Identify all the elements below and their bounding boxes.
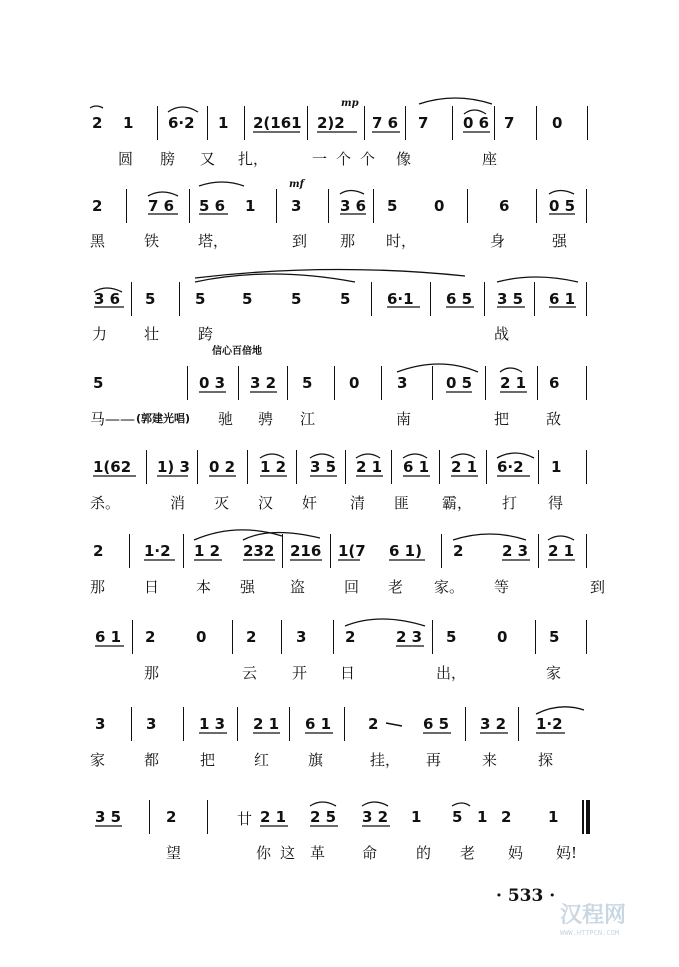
lyric: 霸， — [442, 494, 473, 512]
barline — [432, 366, 433, 400]
lyric: 清 — [350, 494, 366, 512]
barline — [247, 450, 248, 484]
lyric: 出， — [436, 664, 467, 682]
note: 3 5 — [95, 808, 122, 826]
note: 1(7 — [338, 542, 366, 560]
notation-row — [0, 448, 679, 488]
note: 0 6 — [463, 114, 490, 132]
note: 2 1 — [451, 458, 478, 476]
note: 3 5 — [310, 458, 337, 476]
note: 3 6 — [340, 197, 367, 215]
note: 1·2 — [144, 542, 171, 560]
note: 1 2 — [194, 542, 221, 560]
barline — [333, 620, 334, 654]
barline — [586, 450, 587, 484]
barline — [518, 707, 519, 741]
note: 2 1 — [500, 374, 527, 392]
note: 1 3 — [199, 715, 226, 733]
lyric: 老 — [460, 844, 476, 862]
lyric: 一 — [312, 150, 328, 168]
note: 2 — [345, 628, 356, 646]
lyrics-row — [90, 492, 679, 516]
note: 5 — [302, 374, 313, 392]
lyric: 扎， — [238, 150, 269, 168]
note: 232 — [243, 542, 275, 560]
note: 2 — [92, 197, 103, 215]
lyric: 壮 — [144, 325, 160, 343]
note: 1 — [411, 808, 422, 826]
barline — [183, 707, 184, 741]
lyric: 革 — [310, 844, 326, 862]
note: 6·2 — [497, 458, 524, 476]
barline — [586, 534, 587, 568]
lyric: 力 — [92, 325, 108, 343]
note: 6 5 — [446, 290, 473, 308]
lyric: 像 — [396, 150, 412, 168]
barline — [334, 366, 335, 400]
barline — [328, 189, 329, 223]
final-barline-thick — [586, 800, 590, 834]
note: 6 1 — [95, 628, 122, 646]
note: 5 — [549, 628, 560, 646]
barline — [149, 800, 150, 834]
lyrics-row — [90, 576, 679, 600]
note: 3 — [146, 715, 157, 733]
lyrics-row — [90, 408, 679, 432]
lyric: 马—— — [90, 410, 136, 428]
note: 3 — [291, 197, 302, 215]
note: 0 5 — [446, 374, 473, 392]
lyric: 座 — [482, 150, 498, 168]
lyric: 妈 — [508, 844, 524, 862]
lyric: 黑 — [90, 232, 106, 250]
dynamic-marking: mf — [289, 179, 304, 190]
lyric: 那 — [144, 664, 160, 682]
note: 6 — [549, 374, 560, 392]
note: 2 — [93, 542, 104, 560]
lyric: 匪 — [394, 494, 410, 512]
barline — [237, 707, 238, 741]
lyric: 命 — [362, 844, 378, 862]
note: 6·2 — [168, 114, 195, 132]
note: 2 — [246, 628, 257, 646]
barline — [534, 282, 535, 316]
barline — [189, 189, 190, 223]
note: 1 — [551, 458, 562, 476]
lyric: 个 — [336, 150, 352, 168]
barline — [484, 282, 485, 316]
lyric: 敌 — [546, 410, 562, 428]
note: 3 — [397, 374, 408, 392]
note: 3 2 — [250, 374, 277, 392]
lyric: 那 — [340, 232, 356, 250]
note: 216 — [290, 542, 322, 560]
note: 0 — [497, 628, 508, 646]
barline — [486, 450, 487, 484]
note: 5 — [291, 290, 302, 308]
note: 2 — [166, 808, 177, 826]
lyric: 打 — [502, 494, 518, 512]
note: 5 — [242, 290, 253, 308]
note: 0 3 — [199, 374, 226, 392]
tempo-annotation: 信心百倍地 — [212, 346, 262, 357]
lyric: 圆 — [118, 150, 134, 168]
barline — [146, 450, 147, 484]
lyric: 本 — [196, 578, 212, 596]
note: 2 — [368, 715, 379, 733]
page-number: · 533 · — [496, 886, 556, 906]
note: 1·2 — [536, 715, 563, 733]
barline — [207, 800, 208, 834]
note: 5 — [452, 808, 463, 826]
barline — [485, 366, 486, 400]
barline — [345, 450, 346, 484]
note: 6 1) — [389, 542, 422, 560]
barline — [538, 450, 539, 484]
lyrics-row — [90, 230, 679, 254]
note: 2 1 — [253, 715, 280, 733]
lyrics-row — [90, 842, 679, 866]
note: 0 — [434, 197, 445, 215]
lyric: 日 — [340, 664, 356, 682]
barline — [536, 189, 537, 223]
barline — [129, 534, 130, 568]
lyric: 强 — [240, 578, 256, 596]
notation-row — [0, 532, 679, 572]
barline — [430, 282, 431, 316]
notation-row — [0, 364, 679, 404]
lyric: 得 — [548, 494, 564, 512]
lyric: 挂， — [370, 751, 401, 769]
note: 5 — [340, 290, 351, 308]
note: 1 — [548, 808, 559, 826]
note: 3 — [296, 628, 307, 646]
lyric: 家 — [90, 751, 106, 769]
barline — [289, 707, 290, 741]
barline — [465, 707, 466, 741]
barline — [344, 707, 345, 741]
barline — [452, 106, 453, 140]
notation-row — [0, 798, 679, 838]
barline — [207, 106, 208, 140]
dynamic-marking: mp — [341, 98, 359, 109]
lyric: 老 — [388, 578, 404, 596]
lyric: 奸 — [302, 494, 318, 512]
lyric: 又 — [200, 150, 216, 168]
lyric: 把 — [200, 751, 216, 769]
barline — [183, 534, 184, 568]
note: 3 2 — [362, 808, 389, 826]
note: 2 3 — [502, 542, 529, 560]
lyric: 把 — [494, 410, 510, 428]
barline — [187, 366, 188, 400]
singer-note: (郭建光唱) — [136, 412, 191, 425]
note: 2 5 — [310, 808, 337, 826]
lyric: 个 — [360, 150, 376, 168]
note: 1 — [123, 114, 134, 132]
note: 5 — [93, 374, 104, 392]
notation-row — [0, 280, 679, 320]
lyric: 战 — [494, 325, 510, 343]
lyric: 盗 — [290, 578, 306, 596]
lyric: 消 — [170, 494, 186, 512]
lyric: 膀 — [160, 150, 176, 168]
barline — [381, 366, 382, 400]
notation-row — [0, 618, 679, 658]
note: 3 2 — [480, 715, 507, 733]
note: 2 — [501, 808, 512, 826]
note: 2 — [92, 114, 103, 132]
note: 3 6 — [94, 290, 121, 308]
lyrics-row — [90, 323, 679, 347]
lyric: 到 — [590, 578, 606, 596]
note: 2(161 — [253, 114, 302, 132]
barline — [287, 366, 288, 400]
barline — [281, 620, 282, 654]
lyric: 那 — [90, 578, 106, 596]
note: 6 1 — [305, 715, 332, 733]
lyric: 铁 — [144, 232, 160, 250]
note: 6 1 — [549, 290, 576, 308]
note: 2 — [453, 542, 464, 560]
watermark-url: WWW.HTTPCN.COM — [560, 929, 620, 937]
note: 3 5 — [497, 290, 524, 308]
barline — [432, 620, 433, 654]
note: 2 1 — [548, 542, 575, 560]
lyric: 南 — [396, 410, 412, 428]
lyric: 身 — [490, 232, 506, 250]
lyric: 跨 — [198, 325, 214, 343]
barline — [197, 450, 198, 484]
barline — [282, 534, 283, 568]
note: 1 — [245, 197, 256, 215]
lyric: 骋 — [258, 410, 274, 428]
lyric: 杀。 — [90, 494, 121, 512]
barline — [364, 106, 365, 140]
note: 0 5 — [549, 197, 576, 215]
note: 6 — [499, 197, 510, 215]
lyric: 灭 — [214, 494, 230, 512]
lyric: 塔， — [198, 232, 229, 250]
barline — [538, 534, 539, 568]
notation-row — [0, 98, 679, 144]
lyric: 旗 — [308, 751, 324, 769]
barline — [586, 366, 587, 400]
lyric: 时， — [386, 232, 417, 250]
lyric: 这 — [280, 844, 296, 862]
barline — [373, 189, 374, 223]
note: 2 1 — [260, 808, 287, 826]
lyric: 家。 — [434, 578, 465, 596]
barline — [391, 450, 392, 484]
notation-row — [0, 705, 679, 745]
lyric: 驰 — [218, 410, 234, 428]
lyric: 江 — [300, 410, 316, 428]
barline — [126, 189, 127, 223]
barline — [232, 620, 233, 654]
final-barline-thin — [582, 800, 584, 834]
note: 1 2 — [260, 458, 287, 476]
lyric: 探 — [538, 751, 554, 769]
note: 5 — [195, 290, 206, 308]
barline — [586, 620, 587, 654]
note: 2)2 — [317, 114, 345, 132]
note: 6·1 — [387, 290, 414, 308]
lyric: 都 — [144, 751, 160, 769]
note: 6 1 — [403, 458, 430, 476]
note: 7 — [418, 114, 429, 132]
barline — [467, 189, 468, 223]
barline — [535, 620, 536, 654]
lyric: 开 — [292, 664, 308, 682]
lyric: 妈! — [556, 844, 578, 862]
watermark — [490, 898, 626, 937]
note: 1 — [218, 114, 229, 132]
barline — [131, 282, 132, 316]
barline — [536, 106, 537, 140]
note: 0 2 — [209, 458, 236, 476]
barline — [131, 707, 132, 741]
lyrics-row — [90, 148, 679, 172]
barline — [296, 450, 297, 484]
lyric: 来 — [482, 751, 498, 769]
barline — [238, 366, 239, 400]
barline — [587, 106, 588, 140]
note: 1 — [477, 808, 488, 826]
lyric: 日 — [144, 578, 160, 596]
lyric: 云 — [242, 664, 258, 682]
note: 7 — [504, 114, 515, 132]
note: 6 5 — [423, 715, 450, 733]
note: 廿 — [237, 810, 253, 828]
lyric: 再 — [426, 751, 442, 769]
note: 5 — [387, 197, 398, 215]
barline — [494, 106, 495, 140]
lyric: 红 — [254, 751, 270, 769]
barline — [439, 450, 440, 484]
barline — [307, 106, 308, 140]
note: 5 — [145, 290, 156, 308]
note: 2 1 — [356, 458, 383, 476]
note: 0 — [349, 374, 360, 392]
lyric: 望 — [166, 844, 182, 862]
barline — [371, 282, 372, 316]
barline — [586, 189, 587, 223]
lyrics-row — [90, 662, 679, 686]
notation-row — [0, 179, 679, 227]
barline — [179, 282, 180, 316]
barline — [276, 189, 277, 223]
note: 1(62 — [93, 458, 132, 476]
barline — [244, 106, 245, 140]
lyric: 到 — [292, 232, 308, 250]
note: 0 — [196, 628, 207, 646]
lyric: 家 — [546, 664, 562, 682]
note: 0 — [552, 114, 563, 132]
lyric: 你 — [256, 844, 272, 862]
lyric: 等 — [494, 578, 510, 596]
note: 2 — [145, 628, 156, 646]
lyric: 的 — [416, 844, 432, 862]
note: 3 — [95, 715, 106, 733]
note: 1) 3 — [157, 458, 190, 476]
barline — [157, 106, 158, 140]
lyric: 强 — [552, 232, 568, 250]
barline — [441, 534, 442, 568]
lyrics-row — [90, 749, 679, 773]
barline — [537, 366, 538, 400]
barline — [405, 106, 406, 140]
lyric: 回 — [344, 578, 360, 596]
barline — [330, 534, 331, 568]
barline — [132, 620, 133, 654]
note: 5 6 — [199, 197, 226, 215]
barline — [586, 282, 587, 316]
note: 2 3 — [396, 628, 423, 646]
note: 7 6 — [148, 197, 175, 215]
lyric: 汉 — [258, 494, 274, 512]
note: 5 — [446, 628, 457, 646]
watermark-text: 汉程网 — [560, 903, 627, 928]
note: 7 6 — [372, 114, 399, 132]
